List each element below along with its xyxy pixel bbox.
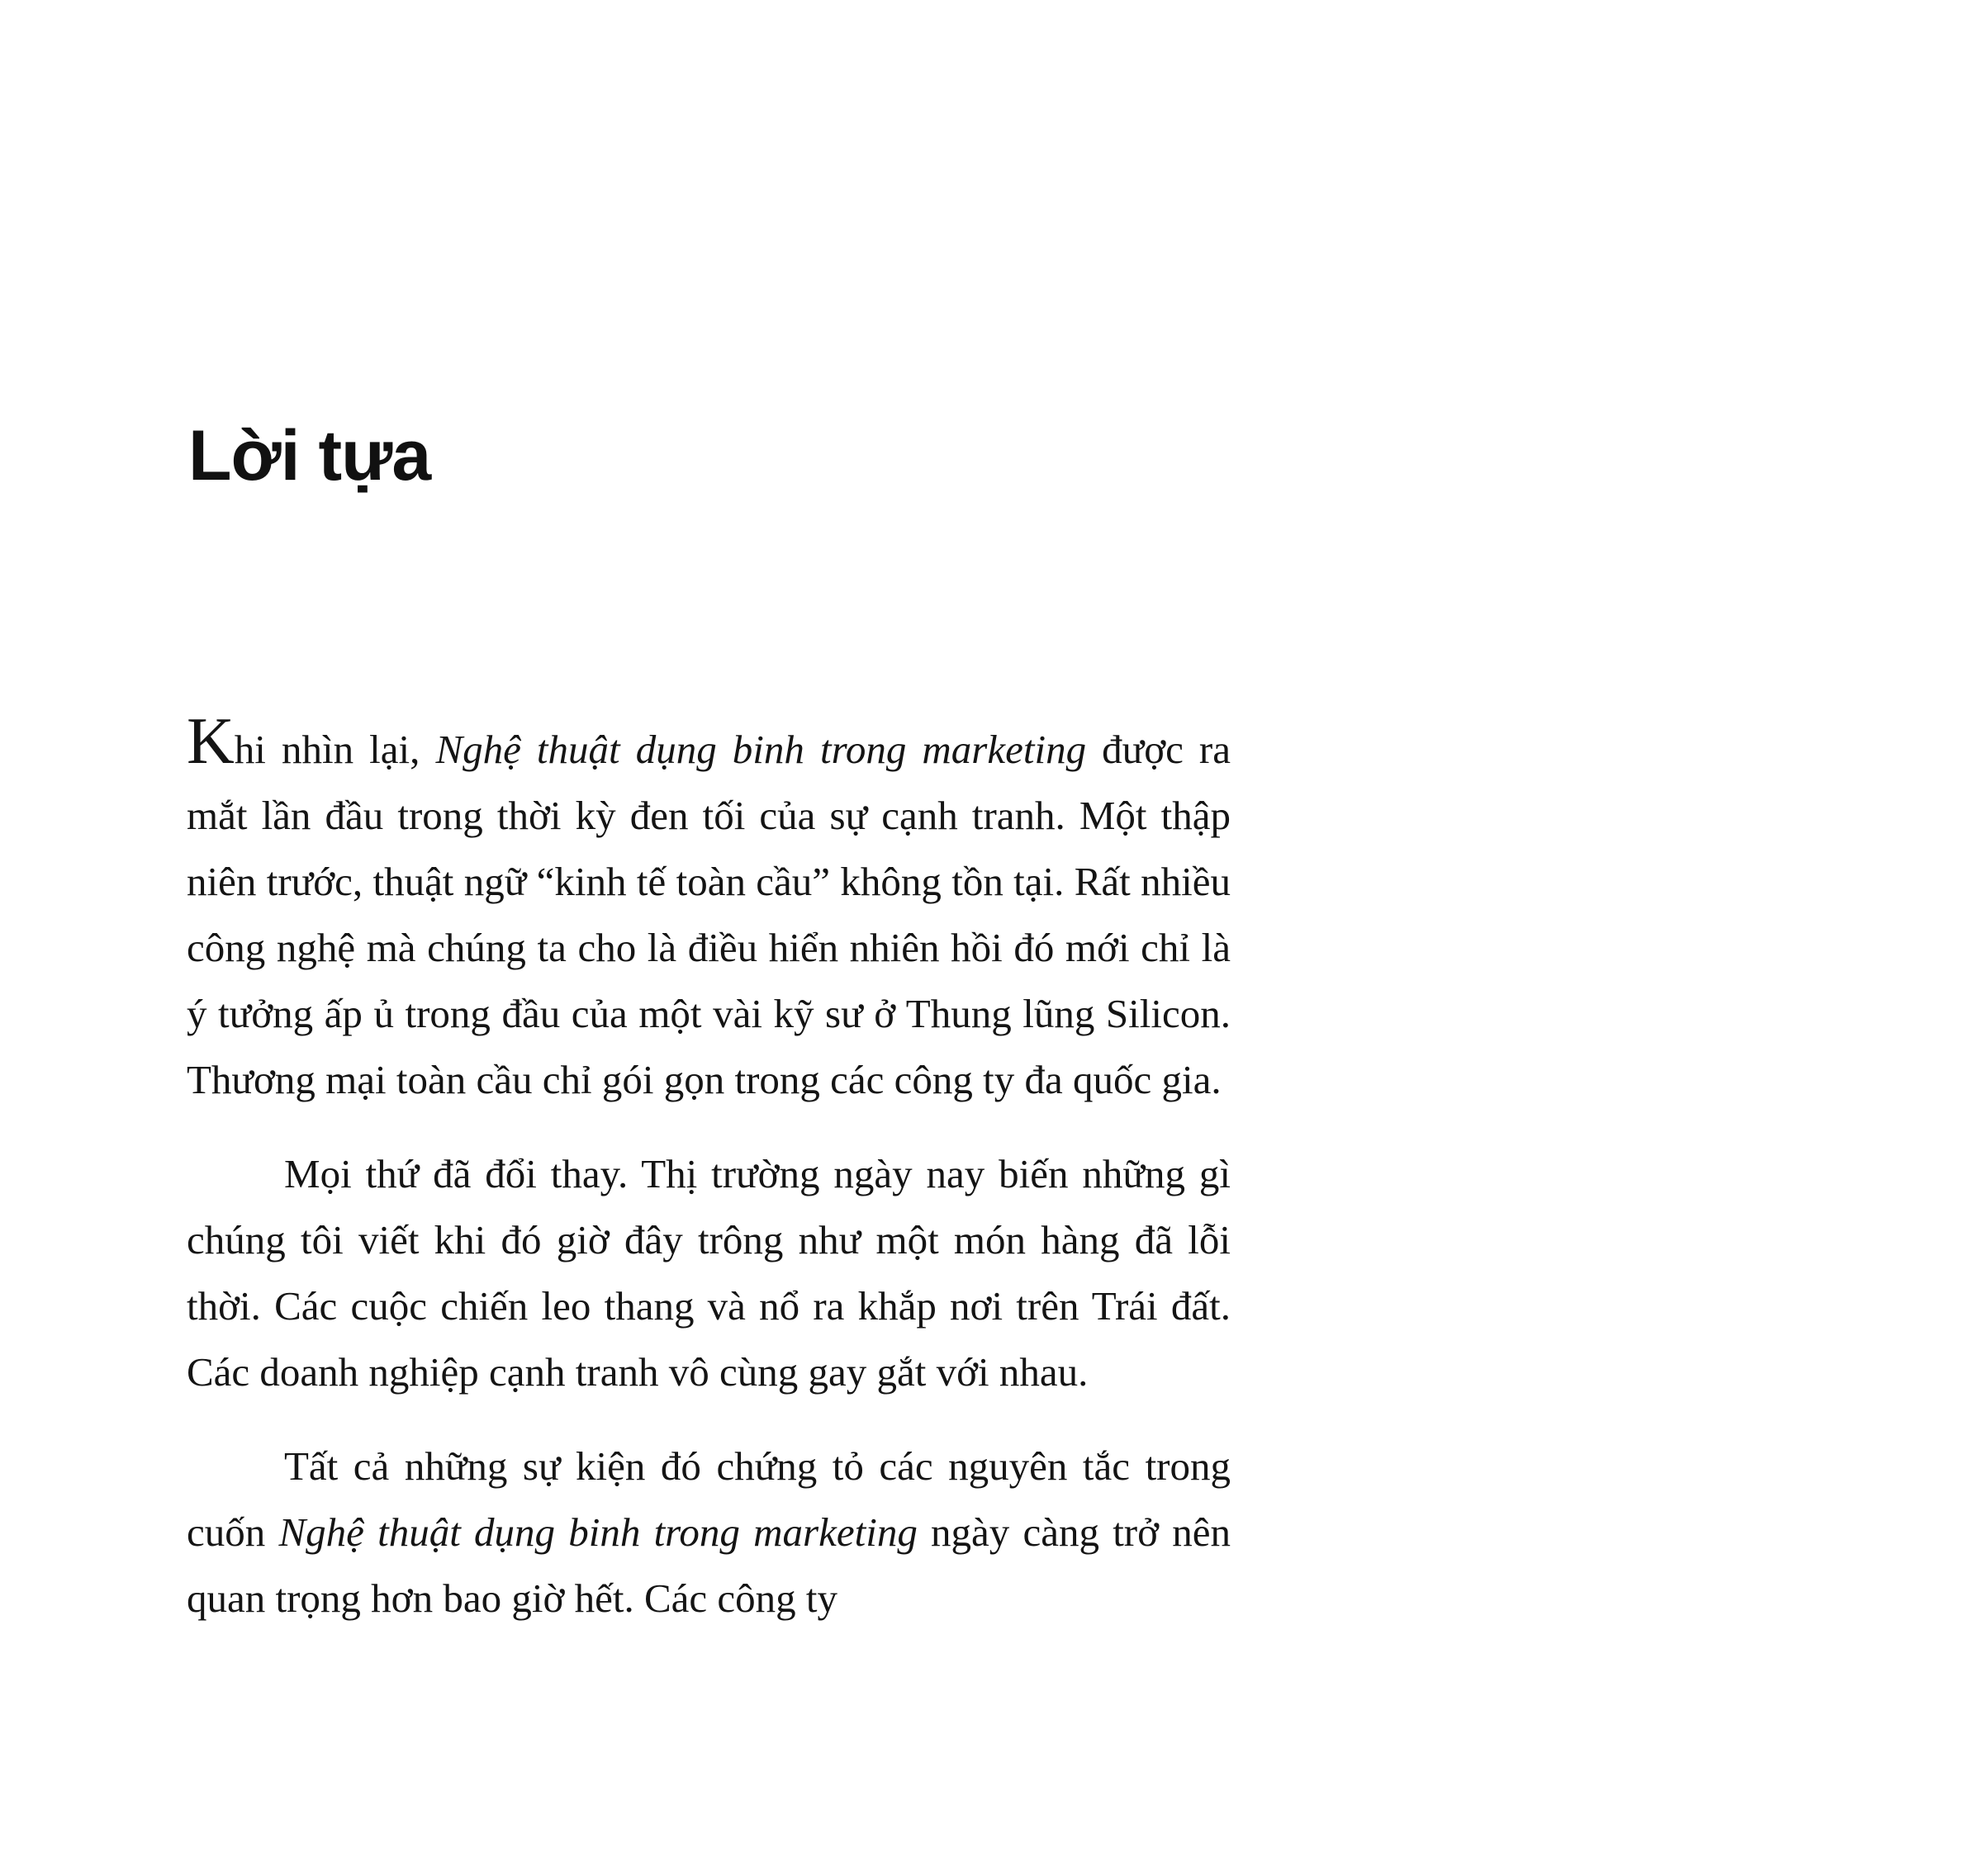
paragraph-1-text-end: được ra mắt lần đầu trong thời kỳ đen tối của sự cạnh tranh. Một thập niên trước, thuật ngữ “kinh tế toàn cầu” không tồn tại. Rất nhiều công nghệ mà chúng ta cho là điều hiển nhiên hồi đó mới chỉ là ý tưởng ấp ủ trong đầu của một vài kỹ sư ở Thung lũng Silicon. Thương mại toàn cầu chỉ gói gọn trong các công ty đa quốc gia. [187,727,1231,1102]
paragraph-1 [187,705,1231,1113]
body-text [187,705,1231,1632]
chapter-title: Lời tựa [188,416,431,495]
drop-cap: K [187,705,235,778]
book-title-italic: Nghệ thuật dụng binh trong marketing [278,1509,918,1555]
paragraph-3 [187,1433,1231,1632]
book-title-italic: Nghệ thuật dụng binh trong marketing [435,727,1087,772]
paragraph-3-text-start: Tất cả những sự kiện đó chứng tỏ các nguyên tắc trong cuốn [187,1443,1231,1555]
paragraph-2: Mọi thứ đã đổi thay. Thị trường ngày nay biến những gì chúng tôi viết khi đó giờ đây trông như một món hàng đã lỗi thời. Các cuộc chiến leo thang và nổ ra khắp nơi trên Trái đất. Các doanh nghiệp cạnh tranh vô cùng gay gắt với nhau. [187,1151,1231,1395]
paragraph-1-text-start: hi nhìn lại, [234,727,436,772]
paragraph-3-text-end: ngày càng trở nên quan trọng hơn bao giờ hết. Các công ty [187,1509,1231,1621]
